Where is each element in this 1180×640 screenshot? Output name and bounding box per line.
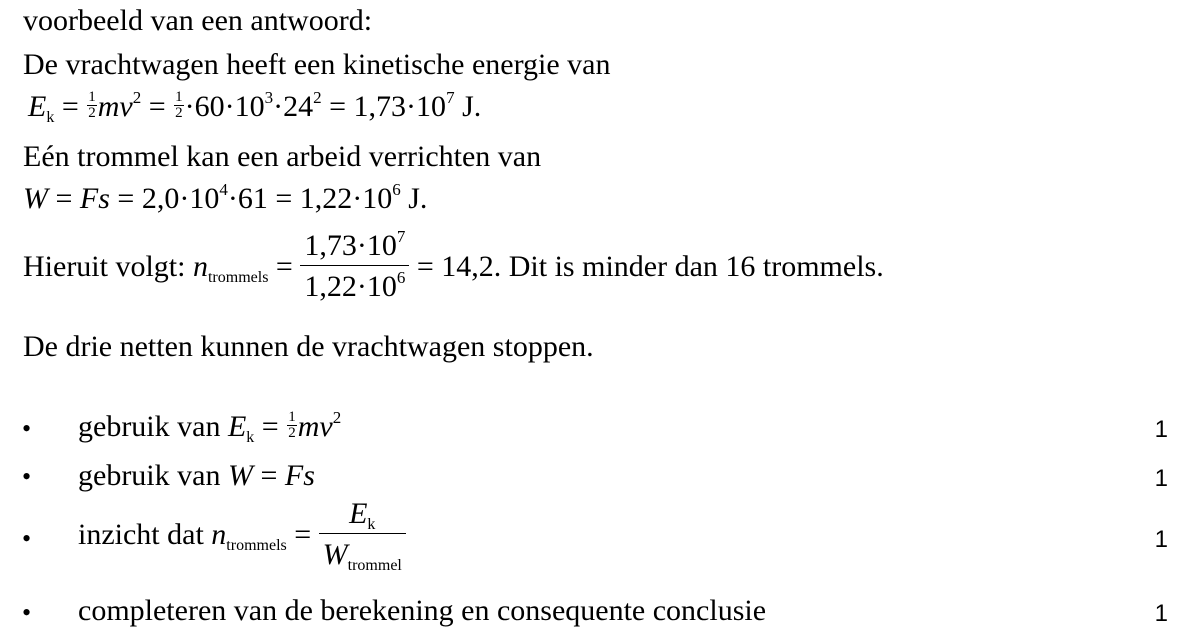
bullet: • bbox=[22, 414, 32, 443]
symbol-E: E bbox=[227, 410, 247, 443]
equals-sign: = bbox=[268, 249, 301, 283]
equation-kinetic-energy bbox=[28, 88, 482, 126]
criterion-3 bbox=[78, 497, 406, 574]
score-1: 1 bbox=[1154, 416, 1168, 443]
fraction-denominator bbox=[319, 534, 406, 574]
fraction-half bbox=[287, 410, 297, 441]
paragraph-conclusion: De drie netten kunnen de vrachtwagen stoppen. bbox=[23, 330, 594, 363]
score-2: 1 bbox=[1154, 465, 1168, 492]
symbol-E: E bbox=[349, 497, 368, 530]
numerator-value: 1,73·10 bbox=[304, 229, 397, 262]
subscript-trommels: trommels bbox=[207, 268, 269, 286]
conclusion-text: Dit is minder dan 16 trommels. bbox=[501, 249, 884, 283]
fraction-denominator: 2 bbox=[288, 424, 296, 441]
symbol-n: n bbox=[211, 517, 227, 551]
fraction-denominator bbox=[300, 266, 409, 303]
intro-text: voorbeeld van een antwoord: bbox=[23, 4, 373, 37]
subscript-k: k bbox=[46, 109, 55, 126]
criterion-2 bbox=[78, 461, 315, 491]
score-4: 1 bbox=[1154, 600, 1168, 627]
criterion-4: completeren van de berekening en consequente conclusie bbox=[78, 594, 767, 627]
fraction bbox=[319, 497, 406, 574]
equals-sign: = bbox=[141, 90, 174, 123]
fraction-denominator: 2 bbox=[88, 104, 96, 121]
exponent: 6 bbox=[392, 180, 401, 199]
fraction-numerator: 1 bbox=[288, 408, 296, 425]
subscript-k: k bbox=[367, 516, 376, 533]
criterion-text: gebruik van bbox=[78, 410, 228, 443]
fraction-numerator bbox=[300, 229, 409, 266]
equals-sign: = bbox=[254, 410, 287, 443]
term: ·60·10 bbox=[184, 90, 265, 123]
symbol-Fs: Fs bbox=[79, 182, 110, 215]
paragraph-kinetic-energy: De vrachtwagen heeft een kinetische energie van bbox=[23, 48, 611, 81]
unit: J. bbox=[454, 90, 482, 123]
exponent: 3 bbox=[264, 88, 274, 107]
term: ·61 = 1,22·10 bbox=[227, 182, 393, 215]
equals-sign: = bbox=[286, 517, 319, 551]
subscript-trommels: trommels bbox=[226, 536, 287, 554]
bullet: • bbox=[22, 524, 32, 553]
equals-sign: = bbox=[48, 182, 80, 215]
criterion-text: inzicht dat bbox=[78, 517, 212, 551]
exponent: 7 bbox=[446, 88, 455, 107]
equation-work bbox=[23, 180, 428, 215]
lead-text: Hieruit volgt: bbox=[23, 249, 193, 283]
symbol-n: n bbox=[192, 249, 208, 283]
fraction-denominator: 2 bbox=[175, 104, 183, 121]
symbol-W: W bbox=[227, 459, 253, 492]
term: ·24 bbox=[273, 90, 314, 123]
denominator-value: 1,22·10 bbox=[304, 270, 397, 303]
exponent: 2 bbox=[332, 408, 342, 427]
result: = 14,2. bbox=[409, 249, 502, 283]
symbol-Fs: Fs bbox=[284, 459, 315, 492]
exponent: 2 bbox=[313, 88, 322, 107]
subscript-k: k bbox=[246, 429, 255, 446]
fraction-numerator bbox=[319, 497, 406, 534]
bullet: • bbox=[22, 462, 32, 491]
term: = 2,0·10 bbox=[109, 182, 220, 215]
symbol-mv: mv bbox=[97, 90, 133, 123]
exponent: 6 bbox=[396, 268, 406, 287]
symbol-E: E bbox=[28, 90, 47, 123]
criterion-1 bbox=[78, 408, 342, 446]
symbol-W: W bbox=[322, 538, 348, 571]
exponent: 7 bbox=[396, 227, 406, 246]
equals-sign: = bbox=[54, 90, 87, 123]
equals-sign: = bbox=[252, 459, 285, 492]
term: = 1,73·10 bbox=[321, 90, 447, 123]
unit: J. bbox=[400, 182, 428, 215]
exponent: 2 bbox=[132, 88, 142, 107]
subscript-trommel: trommel bbox=[347, 557, 402, 574]
fraction bbox=[300, 229, 409, 303]
exponent: 4 bbox=[219, 180, 228, 199]
fraction-numerator: 1 bbox=[175, 88, 183, 105]
bullet: • bbox=[22, 598, 32, 627]
fraction-half bbox=[174, 90, 184, 121]
score-3: 1 bbox=[1154, 526, 1168, 553]
fraction-numerator: 1 bbox=[88, 88, 96, 105]
fraction-half bbox=[87, 90, 97, 121]
paragraph-work: Eén trommel kan een arbeid verrichten van bbox=[23, 140, 542, 173]
criterion-text: gebruik van bbox=[78, 459, 228, 492]
symbol-mv: mv bbox=[297, 410, 333, 443]
symbol-W: W bbox=[23, 182, 48, 215]
equation-number-of-drums bbox=[23, 227, 884, 306]
